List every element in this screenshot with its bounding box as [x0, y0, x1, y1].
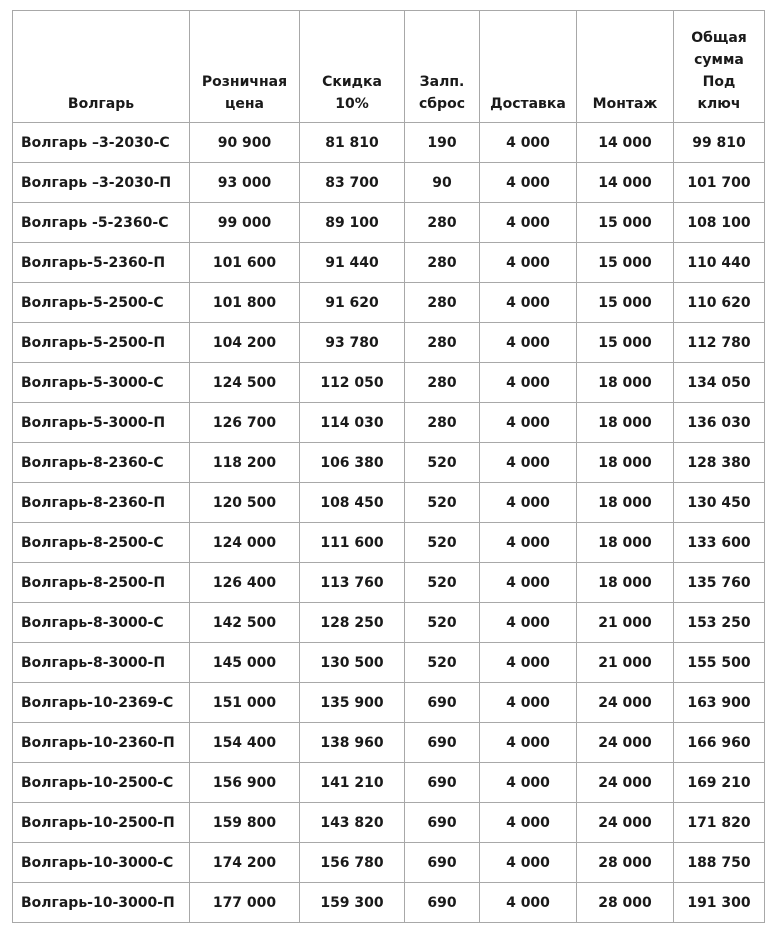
table-row — [13, 683, 765, 723]
table-row — [13, 243, 765, 283]
delivery-cell: 4 000 — [480, 403, 577, 443]
salvo-cell: 520 — [405, 563, 480, 603]
retail-price-cell: 90 900 — [190, 123, 300, 163]
delivery-cell: 4 000 — [480, 643, 577, 683]
salvo-cell: 690 — [405, 763, 480, 803]
delivery-cell: 4 000 — [480, 803, 577, 843]
delivery-cell: 4 000 — [480, 523, 577, 563]
delivery-cell: 4 000 — [480, 483, 577, 523]
model-cell: Волгарь-5-2500-П — [13, 323, 190, 363]
model-cell: Волгарь-8-2360-С — [13, 443, 190, 483]
model-cell: Волгарь -5-2360-С — [13, 203, 190, 243]
installation-cell: 14 000 — [577, 123, 674, 163]
table-row — [13, 363, 765, 403]
installation-cell: 15 000 — [577, 283, 674, 323]
table-row — [13, 523, 765, 563]
model-cell: Волгарь-8-2500-С — [13, 523, 190, 563]
header-retail-price: Розничная цена — [190, 11, 300, 123]
installation-cell: 24 000 — [577, 803, 674, 843]
model-cell: Волгарь-10-2500-П — [13, 803, 190, 843]
total-cell: 188 750 — [674, 843, 765, 883]
total-cell: 169 210 — [674, 763, 765, 803]
installation-cell: 18 000 — [577, 563, 674, 603]
table-header — [13, 11, 765, 123]
total-cell: 136 030 — [674, 403, 765, 443]
table-row — [13, 843, 765, 883]
retail-price-cell: 174 200 — [190, 843, 300, 883]
salvo-cell: 280 — [405, 283, 480, 323]
model-cell: Волгарь-5-3000-С — [13, 363, 190, 403]
discount-cell: 128 250 — [300, 603, 405, 643]
total-cell: 166 960 — [674, 723, 765, 763]
installation-cell: 15 000 — [577, 203, 674, 243]
installation-cell: 18 000 — [577, 403, 674, 443]
model-cell: Волгарь-8-2360-П — [13, 483, 190, 523]
total-cell: 191 300 — [674, 883, 765, 923]
retail-price-cell: 99 000 — [190, 203, 300, 243]
salvo-cell: 690 — [405, 683, 480, 723]
header-discount: Скидка 10% — [300, 11, 405, 123]
delivery-cell: 4 000 — [480, 123, 577, 163]
installation-cell: 28 000 — [577, 883, 674, 923]
delivery-cell: 4 000 — [480, 763, 577, 803]
discount-cell: 108 450 — [300, 483, 405, 523]
salvo-cell: 690 — [405, 803, 480, 843]
table-row — [13, 603, 765, 643]
salvo-cell: 690 — [405, 883, 480, 923]
installation-cell: 24 000 — [577, 763, 674, 803]
total-cell: 112 780 — [674, 323, 765, 363]
discount-cell: 138 960 — [300, 723, 405, 763]
discount-cell: 113 760 — [300, 563, 405, 603]
delivery-cell: 4 000 — [480, 323, 577, 363]
discount-cell: 91 440 — [300, 243, 405, 283]
retail-price-cell: 126 700 — [190, 403, 300, 443]
delivery-cell: 4 000 — [480, 683, 577, 723]
table-row — [13, 283, 765, 323]
installation-cell: 24 000 — [577, 683, 674, 723]
discount-cell: 141 210 — [300, 763, 405, 803]
retail-price-cell: 124 500 — [190, 363, 300, 403]
discount-cell: 111 600 — [300, 523, 405, 563]
price-table — [12, 10, 765, 923]
salvo-cell: 280 — [405, 403, 480, 443]
discount-cell: 156 780 — [300, 843, 405, 883]
delivery-cell: 4 000 — [480, 563, 577, 603]
discount-cell: 143 820 — [300, 803, 405, 843]
model-cell: Волгарь-10-3000-С — [13, 843, 190, 883]
discount-cell: 81 810 — [300, 123, 405, 163]
retail-price-cell: 126 400 — [190, 563, 300, 603]
delivery-cell: 4 000 — [480, 883, 577, 923]
retail-price-cell: 145 000 — [190, 643, 300, 683]
discount-cell: 93 780 — [300, 323, 405, 363]
header-model: Волгарь — [13, 11, 190, 123]
model-cell: Волгарь-8-3000-С — [13, 603, 190, 643]
delivery-cell: 4 000 — [480, 283, 577, 323]
discount-cell: 83 700 — [300, 163, 405, 203]
total-cell: 130 450 — [674, 483, 765, 523]
salvo-cell: 190 — [405, 123, 480, 163]
total-cell: 108 100 — [674, 203, 765, 243]
retail-price-cell: 159 800 — [190, 803, 300, 843]
delivery-cell: 4 000 — [480, 843, 577, 883]
salvo-cell: 690 — [405, 843, 480, 883]
model-cell: Волгарь-10-2360-П — [13, 723, 190, 763]
header-total-turnkey: Общая сумма Под ключ — [674, 11, 765, 123]
header-salvo-discharge: Залп. сброс — [405, 11, 480, 123]
salvo-cell: 520 — [405, 643, 480, 683]
retail-price-cell: 118 200 — [190, 443, 300, 483]
retail-price-cell: 101 800 — [190, 283, 300, 323]
total-cell: 110 620 — [674, 283, 765, 323]
salvo-cell: 280 — [405, 203, 480, 243]
total-cell: 99 810 — [674, 123, 765, 163]
salvo-cell: 280 — [405, 363, 480, 403]
model-cell: Волгарь-10-2369-С — [13, 683, 190, 723]
retail-price-cell: 101 600 — [190, 243, 300, 283]
header-installation: Монтаж — [577, 11, 674, 123]
model-cell: Волгарь-5-2500-С — [13, 283, 190, 323]
discount-cell: 114 030 — [300, 403, 405, 443]
salvo-cell: 520 — [405, 603, 480, 643]
table-row — [13, 403, 765, 443]
total-cell: 110 440 — [674, 243, 765, 283]
discount-cell: 91 620 — [300, 283, 405, 323]
model-cell: Волгарь-10-2500-С — [13, 763, 190, 803]
table-row — [13, 723, 765, 763]
discount-cell: 130 500 — [300, 643, 405, 683]
price-table-container — [12, 10, 765, 923]
salvo-cell: 90 — [405, 163, 480, 203]
model-cell: Волгарь-5-3000-П — [13, 403, 190, 443]
installation-cell: 18 000 — [577, 523, 674, 563]
total-cell: 155 500 — [674, 643, 765, 683]
delivery-cell: 4 000 — [480, 203, 577, 243]
retail-price-cell: 177 000 — [190, 883, 300, 923]
installation-cell: 14 000 — [577, 163, 674, 203]
delivery-cell: 4 000 — [480, 363, 577, 403]
table-body — [13, 123, 765, 923]
model-cell: Волгарь-8-3000-П — [13, 643, 190, 683]
table-row — [13, 163, 765, 203]
retail-price-cell: 120 500 — [190, 483, 300, 523]
total-cell: 153 250 — [674, 603, 765, 643]
model-cell: Волгарь-8-2500-П — [13, 563, 190, 603]
retail-price-cell: 104 200 — [190, 323, 300, 363]
model-cell: Волгарь-10-3000-П — [13, 883, 190, 923]
installation-cell: 24 000 — [577, 723, 674, 763]
retail-price-cell: 93 000 — [190, 163, 300, 203]
table-row — [13, 203, 765, 243]
table-row — [13, 483, 765, 523]
installation-cell: 15 000 — [577, 243, 674, 283]
total-cell: 134 050 — [674, 363, 765, 403]
delivery-cell: 4 000 — [480, 443, 577, 483]
total-cell: 128 380 — [674, 443, 765, 483]
delivery-cell: 4 000 — [480, 163, 577, 203]
installation-cell: 21 000 — [577, 643, 674, 683]
total-cell: 135 760 — [674, 563, 765, 603]
total-cell: 163 900 — [674, 683, 765, 723]
model-cell: Волгарь –3-2030-С — [13, 123, 190, 163]
salvo-cell: 520 — [405, 443, 480, 483]
table-row — [13, 323, 765, 363]
discount-cell: 112 050 — [300, 363, 405, 403]
model-cell: Волгарь-5-2360-П — [13, 243, 190, 283]
retail-price-cell: 142 500 — [190, 603, 300, 643]
table-row — [13, 803, 765, 843]
salvo-cell: 280 — [405, 243, 480, 283]
installation-cell: 21 000 — [577, 603, 674, 643]
header-delivery: Доставка — [480, 11, 577, 123]
table-row — [13, 763, 765, 803]
retail-price-cell: 154 400 — [190, 723, 300, 763]
salvo-cell: 520 — [405, 483, 480, 523]
discount-cell: 159 300 — [300, 883, 405, 923]
delivery-cell: 4 000 — [480, 243, 577, 283]
installation-cell: 18 000 — [577, 443, 674, 483]
discount-cell: 106 380 — [300, 443, 405, 483]
delivery-cell: 4 000 — [480, 603, 577, 643]
installation-cell: 15 000 — [577, 323, 674, 363]
retail-price-cell: 151 000 — [190, 683, 300, 723]
discount-cell: 89 100 — [300, 203, 405, 243]
salvo-cell: 520 — [405, 523, 480, 563]
total-cell: 133 600 — [674, 523, 765, 563]
table-row — [13, 443, 765, 483]
total-cell: 101 700 — [674, 163, 765, 203]
table-row — [13, 563, 765, 603]
header-row — [13, 11, 765, 123]
delivery-cell: 4 000 — [480, 723, 577, 763]
table-row — [13, 123, 765, 163]
discount-cell: 135 900 — [300, 683, 405, 723]
total-cell: 171 820 — [674, 803, 765, 843]
retail-price-cell: 156 900 — [190, 763, 300, 803]
retail-price-cell: 124 000 — [190, 523, 300, 563]
table-row — [13, 643, 765, 683]
installation-cell: 28 000 — [577, 843, 674, 883]
installation-cell: 18 000 — [577, 483, 674, 523]
salvo-cell: 690 — [405, 723, 480, 763]
table-row — [13, 883, 765, 923]
installation-cell: 18 000 — [577, 363, 674, 403]
model-cell: Волгарь –3-2030-П — [13, 163, 190, 203]
salvo-cell: 280 — [405, 323, 480, 363]
